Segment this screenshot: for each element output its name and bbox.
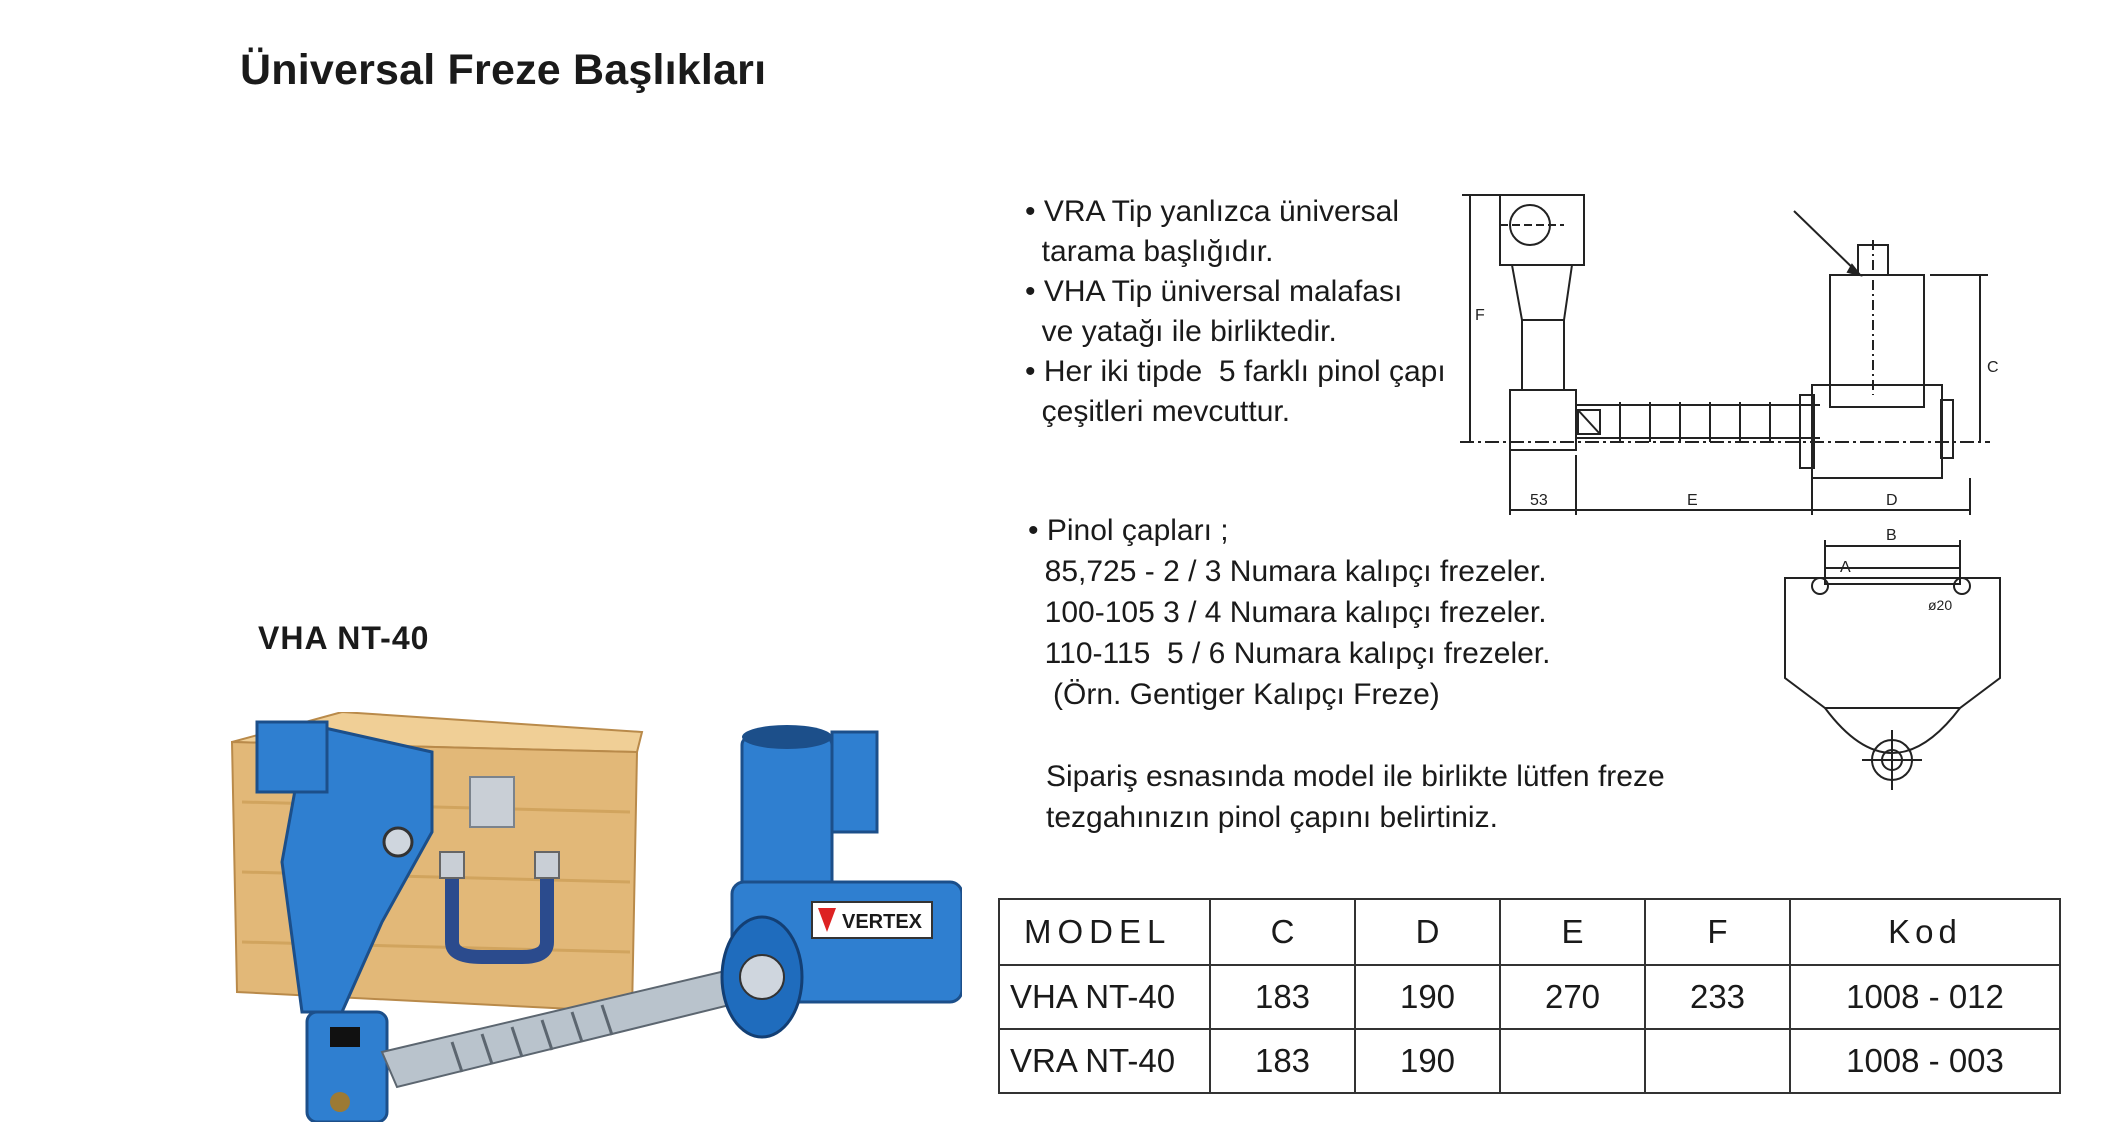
column-header-c: C bbox=[1210, 899, 1355, 965]
cell-model: VRA NT-40 bbox=[999, 1029, 1210, 1093]
order-note-line: Sipariş esnasında model ile birlikte lütfen freze bbox=[1046, 760, 1665, 793]
pinol-line: 85,725 - 2 / 3 Numara kalıpçı frezeler. bbox=[1028, 555, 1547, 588]
column-header-d: D bbox=[1355, 899, 1500, 965]
column-header-kod: Kod bbox=[1790, 899, 2060, 965]
dimension-label-b: B bbox=[1886, 528, 1897, 544]
table-header-row bbox=[999, 899, 2060, 965]
cell-f bbox=[1645, 1029, 1790, 1093]
dimension-label-d: D bbox=[1886, 492, 1898, 509]
order-note-line: tezgahınızın pinol çapını belirtiniz. bbox=[1046, 801, 1498, 834]
spec-table bbox=[998, 898, 2061, 1094]
technical-drawing-front-view bbox=[1780, 528, 2020, 800]
table-row bbox=[999, 965, 2060, 1029]
cell-c: 183 bbox=[1210, 1029, 1355, 1093]
pinol-line: (Örn. Gentiger Kalıpçı Freze) bbox=[1028, 678, 1440, 711]
description-line: • VHA Tip üniversal malafası bbox=[1025, 275, 1403, 308]
description-line: tarama başlığıdır. bbox=[1025, 235, 1274, 268]
description-line: • Her iki tipde 5 farklı pinol çapı bbox=[1025, 355, 1446, 388]
dimension-label-f: F bbox=[1475, 307, 1485, 324]
description-line: çeşitleri mevcuttur. bbox=[1025, 395, 1291, 428]
description-line: • VRA Tip yanlızca üniversal bbox=[1025, 195, 1400, 228]
column-header-e: E bbox=[1500, 899, 1645, 965]
diameter-label: ø20 bbox=[1928, 597, 1953, 613]
angle-label-a: A bbox=[1840, 559, 1851, 576]
dimension-label-53: 53 bbox=[1530, 492, 1548, 509]
description-line: ve yatağı ile birliktedir. bbox=[1025, 315, 1337, 348]
cell-d: 190 bbox=[1355, 1029, 1500, 1093]
cell-model: VHA NT-40 bbox=[999, 965, 1210, 1029]
brand-label: VERTEX bbox=[842, 911, 923, 933]
pinol-line: 100-105 3 / 4 Numara kalıpçı frezeler. bbox=[1028, 596, 1547, 629]
cell-kod: 1008 - 003 bbox=[1790, 1029, 2060, 1093]
column-header-f: F bbox=[1645, 899, 1790, 965]
pinol-list bbox=[1028, 510, 1550, 715]
description-list bbox=[1025, 192, 1446, 432]
technical-drawing-side-view bbox=[1450, 180, 2010, 520]
order-note bbox=[1046, 756, 1665, 838]
cell-e: 270 bbox=[1500, 965, 1645, 1029]
pinol-line: 110-115 5 / 6 Numara kalıpçı frezeler. bbox=[1028, 637, 1551, 670]
cell-f: 233 bbox=[1645, 965, 1790, 1029]
page-title: Üniversal Freze Başlıkları bbox=[240, 46, 767, 94]
column-header-model: MODEL bbox=[999, 899, 1210, 965]
cell-e bbox=[1500, 1029, 1645, 1093]
vra-head-illustration bbox=[722, 725, 962, 1037]
pinol-line: • Pinol çapları ; bbox=[1028, 514, 1229, 547]
table-row bbox=[999, 1029, 2060, 1093]
dimension-label-e: E bbox=[1687, 492, 1698, 509]
cell-kod: 1008 - 012 bbox=[1790, 965, 2060, 1029]
cell-c: 183 bbox=[1210, 965, 1355, 1029]
dimension-label-c: C bbox=[1987, 359, 1999, 376]
product-model-label: VHA NT-40 bbox=[258, 620, 430, 656]
product-photo bbox=[222, 712, 962, 1122]
cell-d: 190 bbox=[1355, 965, 1500, 1029]
